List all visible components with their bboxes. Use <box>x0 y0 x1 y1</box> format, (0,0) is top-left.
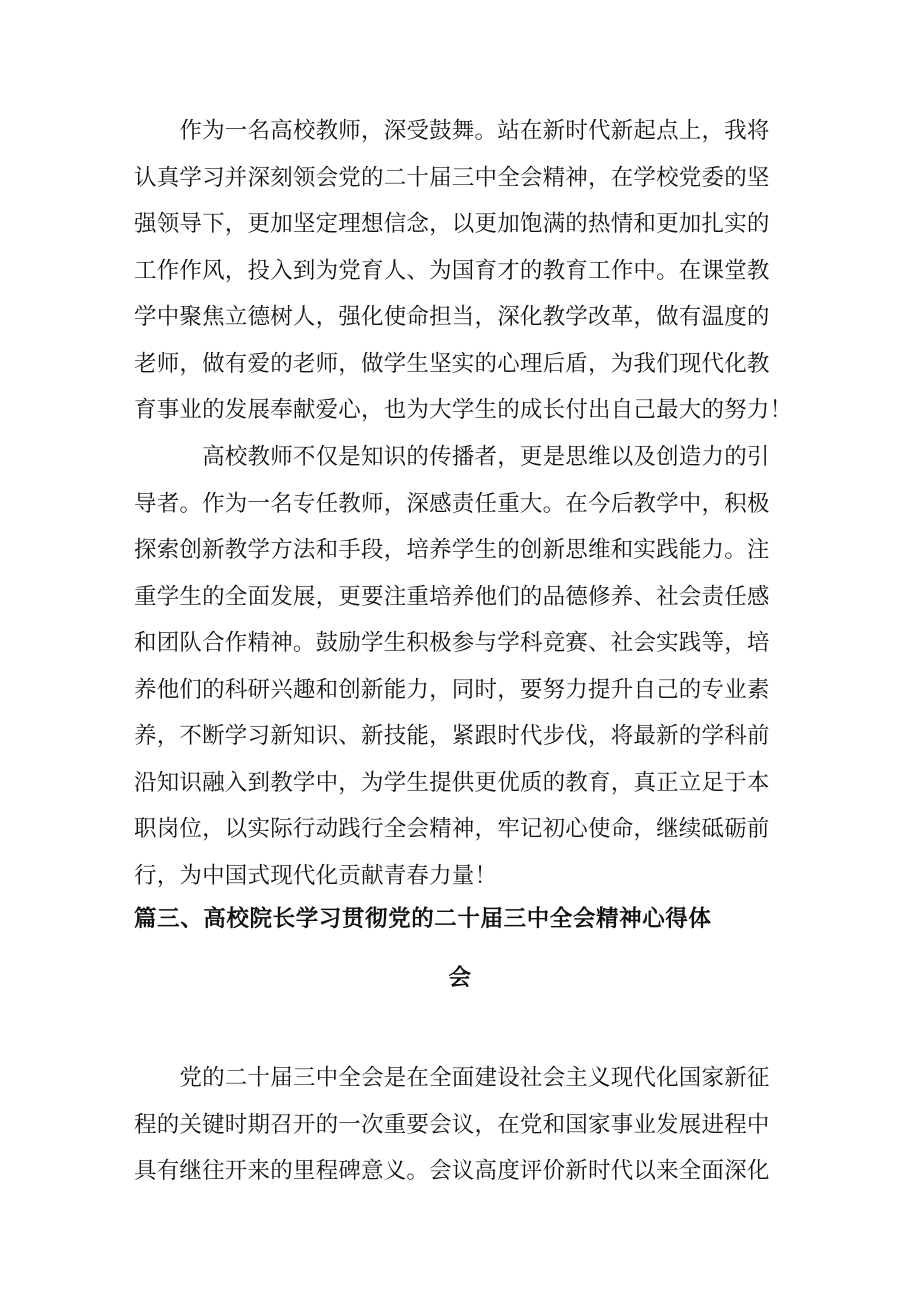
section-heading <box>134 890 786 1008</box>
paragraph-line: 认真学习并深刻领会党的二十届三中全会精神，在学校党委的坚 <box>134 164 770 191</box>
paragraph-line: 党的二十届三中全会是在全面建设社会主义现代化国家新征 <box>134 1065 770 1091</box>
paragraph-line: 强领导下，更加坚定理想信念，以更加饱满的热情和更加扎实的 <box>134 211 770 237</box>
paragraph-line: 育事业的发展奉献爱心，也为大学生的成长付出自己最大的努力！ <box>134 397 793 423</box>
paragraph-line: 具有继往开来的里程碑意义。会议高度评价新时代以来全面深化 <box>134 1158 770 1184</box>
heading-line-2: 会 <box>448 965 472 991</box>
paragraph-line: 导者。作为一名专任教师，深感责任重大。在今后教学中，积极 <box>134 490 770 517</box>
paragraph-line: 作为一名高校教师，深受鼓舞。站在新时代新起点上，我将 <box>134 118 770 144</box>
paragraph-3 <box>134 1055 786 1195</box>
paragraph-line: 职岗位，以实际行动践行全会精神，牢记初心使命，继续砥砺前 <box>134 816 770 842</box>
paragraph-2 <box>134 434 786 899</box>
paragraph-1 <box>134 108 793 434</box>
paragraph-line: 探索创新教学方法和手段，培养学生的创新思维和实践能力。注 <box>134 537 770 563</box>
paragraph-line: 工作作风，投入到为党育人、为国育才的教育工作中。在课堂教 <box>134 257 770 284</box>
paragraph-line: 养，不断学习新知识、新技能，紧跟时代步伐，将最新的学科前 <box>134 723 770 749</box>
paragraph-line: 程的关键时期召开的一次重要会议，在党和国家事业发展进程中 <box>134 1111 770 1138</box>
paragraph-line: 沿知识融入到教学中，为学生提供更优质的教育，真正立足于本 <box>134 769 770 796</box>
paragraph-line: 高校教师不仅是知识的传播者，更是思维以及创造力的引 <box>134 444 770 470</box>
paragraph-line: 老师，做有爱的老师，做学生坚实的心理后盾，为我们现代化教 <box>134 350 770 377</box>
paragraph-line: 重学生的全面发展，更要注重培养他们的品德修养、社会责任感 <box>134 583 770 610</box>
paragraph-line: 养他们的科研兴趣和创新能力，同时，要努力提升自己的专业素 <box>134 676 770 703</box>
heading-line-1: 篇三、高校院长学习贯彻党的二十届三中全会精神心得体 <box>134 906 712 932</box>
paragraph-line: 和团队合作精神。鼓励学生积极参与学科竞赛、社会实践等，培 <box>134 630 770 656</box>
paragraph-line: 学中聚焦立德树人，强化使命担当，深化教学改革，做有温度的 <box>134 304 770 330</box>
paragraph-line: 行，为中国式现代化贡献青春力量！ <box>134 862 498 889</box>
